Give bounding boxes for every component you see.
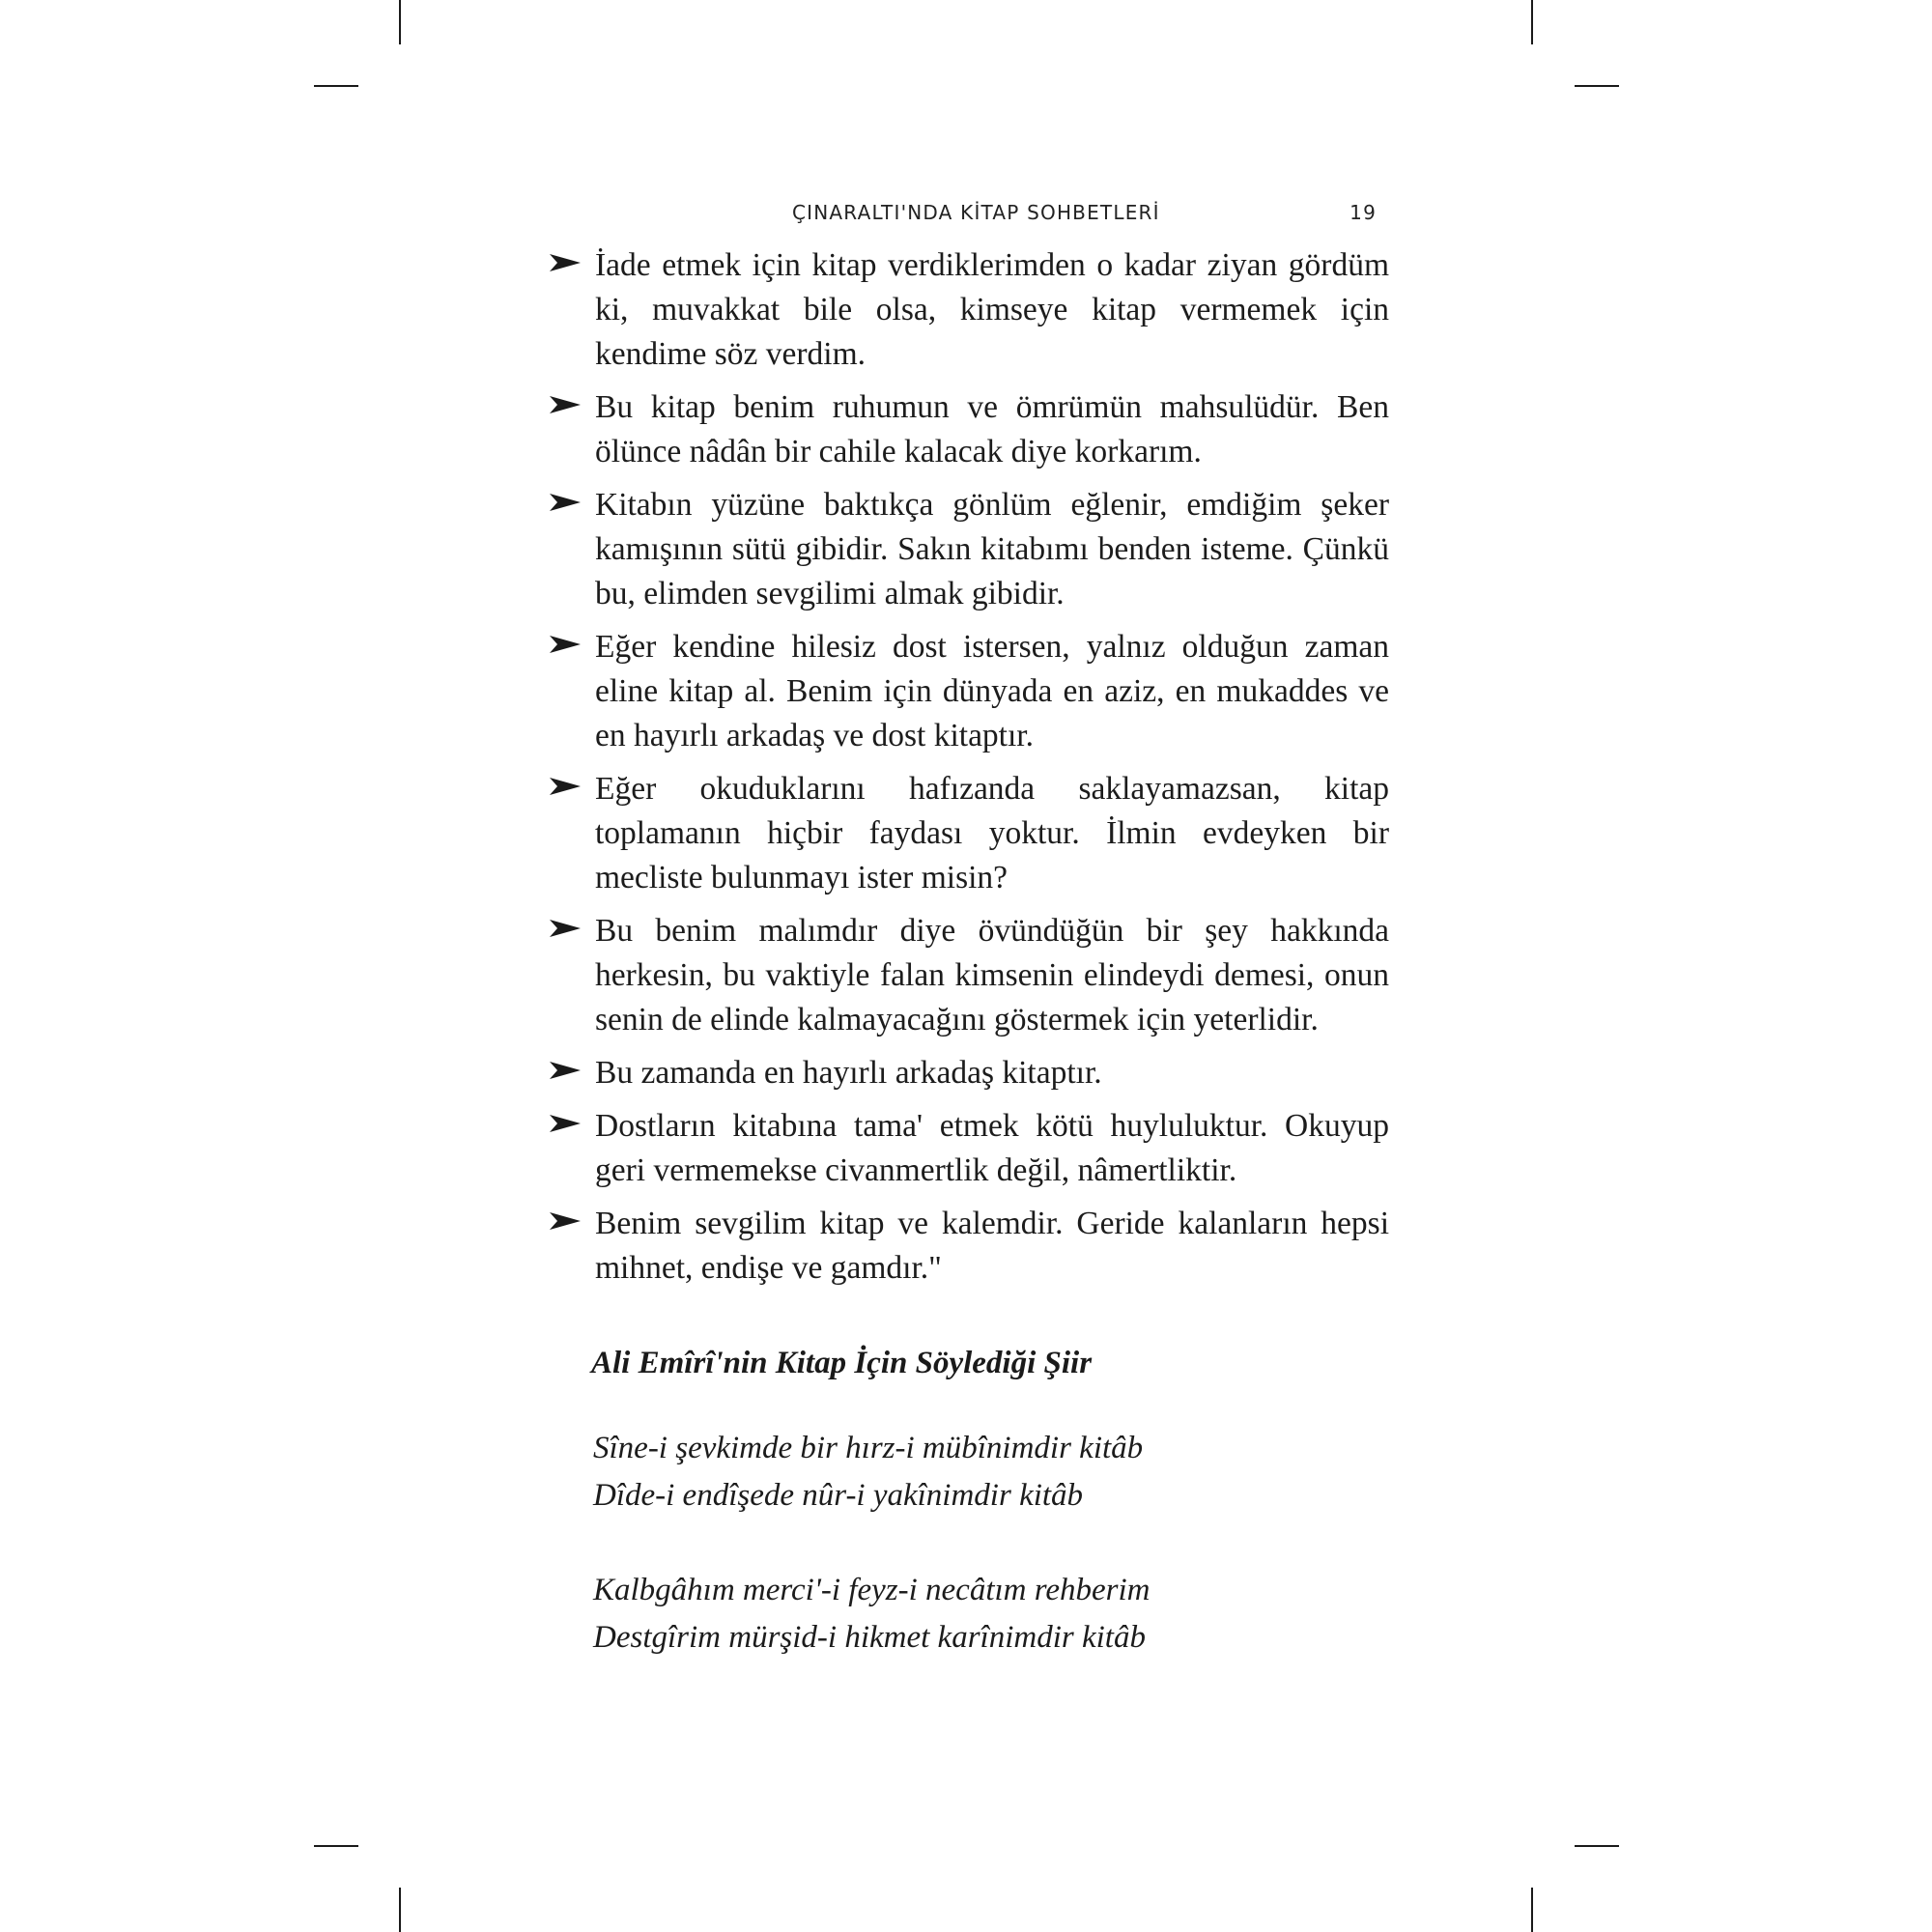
crop-mark-top-left [399,0,401,44]
poem-line: Destgîrim mürşid-i hikmet karînimdir kitâb [593,1620,1146,1655]
arrowhead-bullet-icon [549,1060,582,1081]
quote-item [549,1202,1389,1291]
quote-item [549,243,1389,377]
poem-line: Kalbgâhım merci'-i feyz-i necâtım rehberim [593,1573,1151,1607]
quote-text: Kitabın yüzüne baktıkça gönlüm eğlenir, emdiğim şeker kamışının sütü gibidir. Sakın kitabımı benden isteme. Çünkü bu, elimden sevgilimi almak gibidir. [595,487,1389,611]
quote-text: Dostların kitabına tama' etmek kötü huyluluktur. Okuyup geri vermemekse civanmertlik değil, nâmertliktir. [595,1108,1389,1188]
quote-text: Bu benim malımdır diye övündüğün bir şey hakkında herkesin, bu vaktiyle falan kimsenin elindeydi demesi, onun senin de elinde kalmayacağını göstermek için yeterlidir. [595,913,1389,1037]
crop-mark-bottom-right [1531,1888,1533,1932]
quote-list [549,243,1389,1299]
arrowhead-bullet-icon [549,634,582,655]
arrowhead-bullet-icon [549,1113,582,1134]
page-number: 19 [1350,201,1377,224]
arrowhead-bullet-icon [549,394,582,415]
poem-stanza [593,1567,1151,1662]
crop-mark-right-bottom [1575,1845,1619,1847]
quote-text: İade etmek için kitap verdiklerimden o kadar ziyan gördüm ki, muvakkat bile olsa, kimseye kitap vermemek için kendime söz verdim. [595,247,1389,372]
quote-text: Eğer okuduklarını hafızanda saklayamazsan, kitap toplamanın hiçbir faydası yoktur. İlmin evdeyken bir mecliste bulunmayı ister misin? [595,771,1389,895]
crop-mark-left-bottom [314,1845,358,1847]
running-head [792,201,1401,230]
quote-item [549,483,1389,616]
arrowhead-bullet-icon [549,492,582,513]
arrowhead-bullet-icon [549,252,582,273]
quote-item [549,767,1389,900]
crop-mark-top-right [1531,0,1533,44]
arrowhead-bullet-icon [549,918,582,939]
quote-text: Eğer kendine hilesiz dost istersen, yalnız olduğun zaman eline kitap al. Benim için dünyada en aziz, en mukaddes ve en hayırlı arkadaş ve dost kitaptır. [595,629,1389,753]
arrowhead-bullet-icon [549,1210,582,1232]
poem-stanza [593,1425,1143,1520]
quote-text: Benim sevgilim kitap ve kalemdir. Geride kalanların hepsi mihnet, endişe ve gamdır." [595,1206,1389,1286]
arrowhead-bullet-icon [549,776,582,797]
quote-item [549,1051,1389,1095]
quote-item [549,625,1389,758]
poem-line: Sîne-i şevkimde bir hırz-i mübînimdir kitâb [593,1431,1144,1465]
quote-text: Bu kitap benim ruhumun ve ömrümün mahsulüdür. Ben ölünce nâdân bir cahile kalacak diye korkarım. [595,389,1389,469]
poem-line: Dîde-i endîşede nûr-i yakînimdir kitâb [593,1478,1084,1513]
crop-mark-right-top [1575,85,1619,87]
crop-mark-left-top [314,85,358,87]
poem-title: Ali Emîrî'nin Kitap İçin Söylediği Şiir [591,1346,1093,1380]
quote-item [549,385,1389,474]
running-head-title: ÇINARALTI'NDA KİTAP SOHBETLERİ [792,201,1160,224]
quote-item [549,1104,1389,1193]
quote-item [549,909,1389,1042]
crop-mark-bottom-left [399,1888,401,1932]
quote-text: Bu zamanda en hayırlı arkadaş kitaptır. [595,1055,1102,1091]
